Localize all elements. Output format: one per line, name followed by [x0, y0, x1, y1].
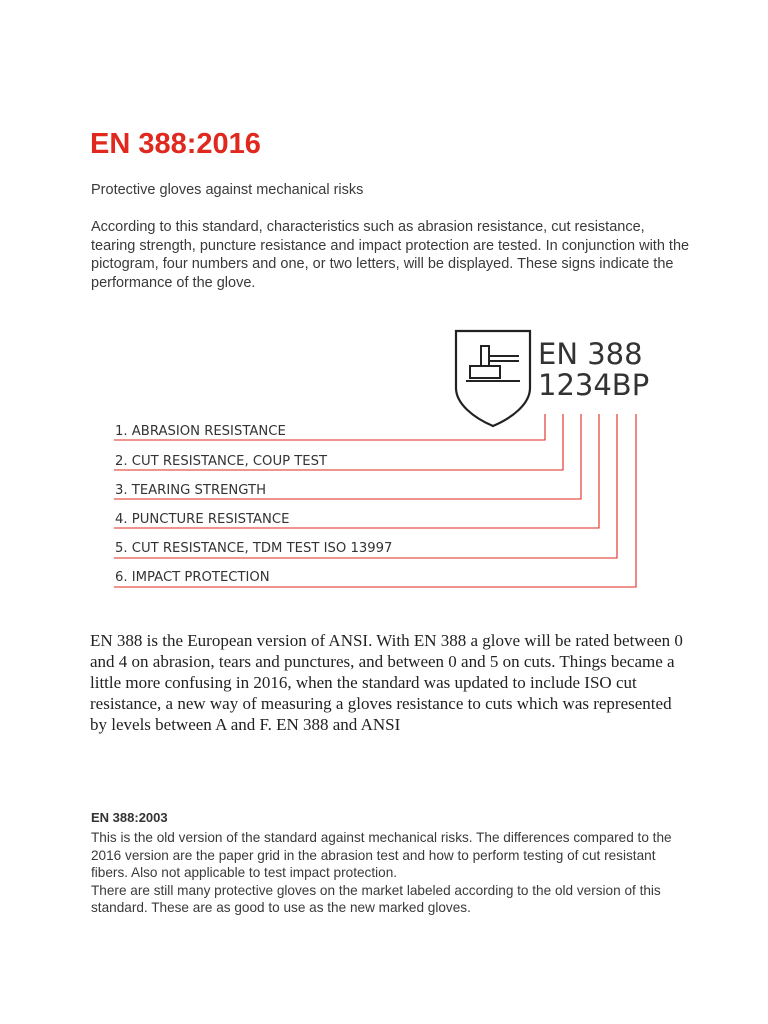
connector-line-3 [114, 414, 581, 499]
connector-line-4 [114, 414, 599, 528]
page-subtitle: Protective gloves against mechanical risks [91, 182, 364, 198]
page-title: EN 388:2016 [90, 128, 261, 160]
legend-item-5: 5. CUT RESISTANCE, TDM TEST ISO 13997 [115, 541, 393, 556]
connector-line-6 [114, 414, 636, 587]
intro-paragraph: According to this standard, characteristics such as abrasion resistance, cut resistance, tearing strength, puncture resistance and impact protection are tested. In conjunction with the pictogram, four numbers and one, or two letters, will be displayed. These signs indicate the performance of the glove. [91, 219, 690, 291]
legend-item-6: 6. IMPACT PROTECTION [115, 570, 270, 585]
connector-line-1 [114, 414, 545, 440]
old-version-paragraph-2: There are still many protective gloves on the market labeled according to the old version of this standard. These are as good to use as the new marked gloves. [91, 882, 661, 915]
old-version-text [91, 829, 691, 917]
connector-lines [114, 414, 636, 587]
connector-line-2 [114, 414, 563, 470]
legend-item-4: 4. PUNCTURE RESISTANCE [115, 512, 290, 527]
legend-item-2: 2. CUT RESISTANCE, COUP TEST [115, 454, 328, 469]
legend-item-3: 3. TEARING STRENGTH [115, 483, 267, 498]
marking-standard-label: EN 388 [538, 337, 643, 371]
legend-item-1: 1. ABRASION RESISTANCE [115, 424, 286, 439]
en388-description: EN 388 is the European version of ANSI. With EN 388 a glove will be rated between 0 and 4 on abrasion, tears and punctures, and between 0 and 5 on cuts. Things became a little more confusing in 2016, when the standard was updated to include ISO cut resistance, a new way of measuring a gloves resistance to cuts which was represented by levels between A and F. EN 388 and ANSI [90, 631, 683, 734]
shield-hammer-icon [456, 331, 530, 426]
marking-code: 1234BP [538, 368, 650, 402]
old-version-paragraph-1: This is the old version of the standard against mechanical risks. The differences compared to the 2016 version are the paper grid in the abrasion test and how to perform testing of cut resistant fibers. Also not applicable to test impact protection. [91, 830, 672, 880]
old-version-heading: EN 388:2003 [91, 810, 168, 825]
connector-line-5 [114, 414, 617, 558]
